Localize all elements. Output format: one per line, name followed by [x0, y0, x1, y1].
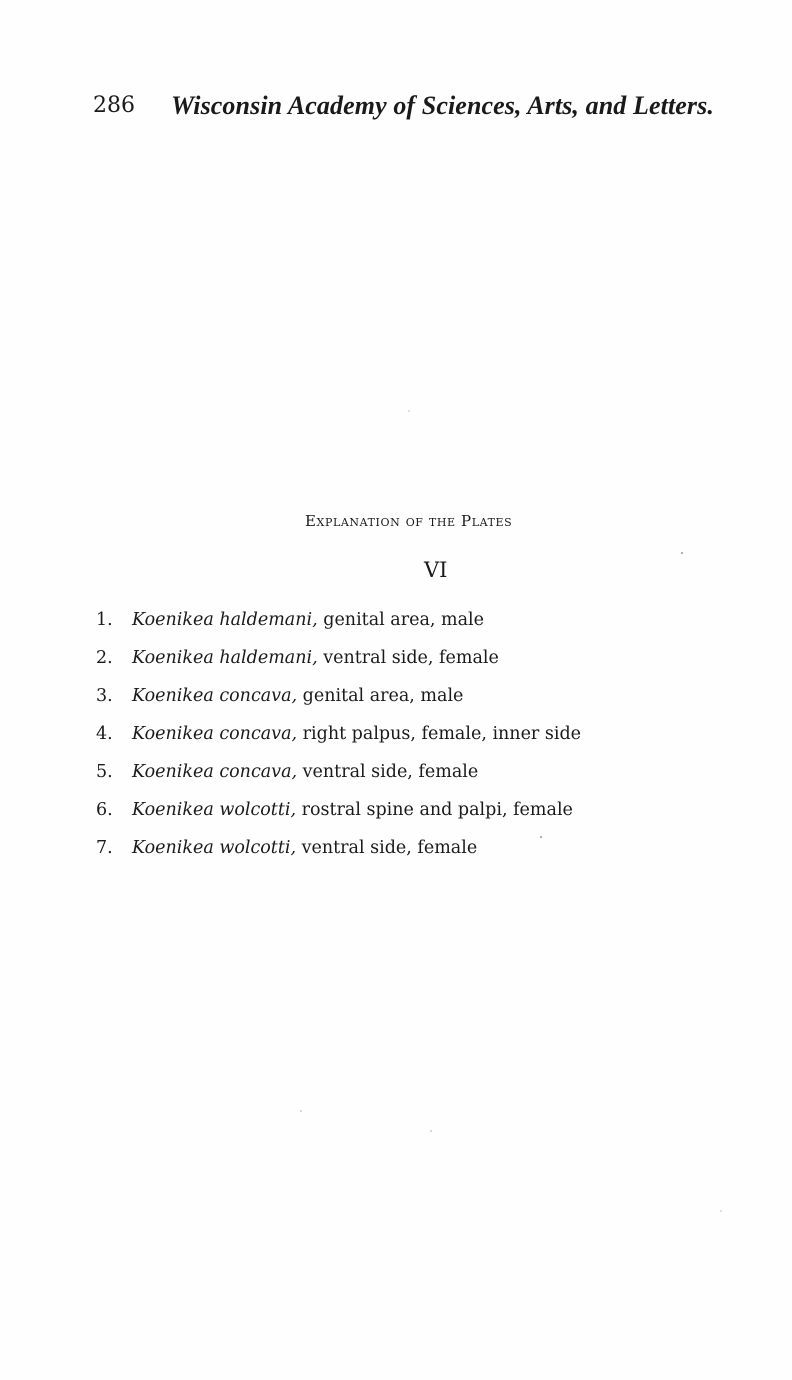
- item-description: genital area, male: [302, 686, 464, 706]
- plate-item: [96, 606, 581, 644]
- item-number: 5.: [96, 762, 113, 782]
- plate-item: [96, 796, 581, 834]
- plate-item: [96, 682, 581, 720]
- species-name: concava,: [219, 686, 298, 706]
- section-heading: Explanation of the Plates: [305, 512, 513, 530]
- scan-speck: [430, 1130, 432, 1132]
- plate-item: [96, 834, 581, 872]
- plate-numeral: VI: [424, 558, 448, 582]
- running-head: [93, 90, 733, 122]
- plate-item: [96, 758, 581, 796]
- scan-speck: [300, 1110, 302, 1112]
- item-number: 1.: [96, 610, 113, 630]
- item-description: right palpus, female, inner side: [302, 724, 581, 744]
- genus-name: Koenikea: [132, 686, 214, 706]
- item-number: 3.: [96, 686, 113, 706]
- item-number: 4.: [96, 724, 113, 744]
- species-name: wolcotti,: [219, 800, 297, 820]
- page-number: 286: [93, 93, 135, 118]
- item-number: 6.: [96, 800, 113, 820]
- genus-name: Koenikea: [132, 838, 214, 858]
- journal-title: Wisconsin Academy of Sciences, Arts, and Letters.: [171, 91, 714, 120]
- scan-speck: [720, 1210, 722, 1212]
- species-name: concava,: [219, 724, 298, 744]
- item-description: ventral side, female: [323, 648, 499, 668]
- scan-speck: [408, 410, 410, 412]
- plate-explanation-list: [96, 606, 581, 872]
- genus-name: Koenikea: [132, 648, 214, 668]
- species-name: haldemani,: [219, 648, 318, 668]
- item-description: ventral side, female: [301, 838, 478, 858]
- species-name: concava,: [219, 762, 298, 782]
- item-number: 2.: [96, 648, 113, 668]
- plate-item: [96, 644, 581, 682]
- genus-name: Koenikea: [132, 610, 214, 630]
- plate-item: [96, 720, 581, 758]
- item-description: genital area, male: [323, 610, 484, 630]
- genus-name: Koenikea: [132, 800, 214, 820]
- species-name: wolcotti,: [219, 838, 297, 858]
- scan-speck: [540, 836, 542, 838]
- genus-name: Koenikea: [132, 762, 214, 782]
- item-description: rostral spine and palpi, female: [301, 800, 573, 820]
- species-name: haldemani,: [219, 610, 318, 630]
- item-number: 7.: [96, 838, 113, 858]
- genus-name: Koenikea: [132, 724, 214, 744]
- scan-speck: [681, 552, 683, 554]
- item-description: ventral side, female: [302, 762, 479, 782]
